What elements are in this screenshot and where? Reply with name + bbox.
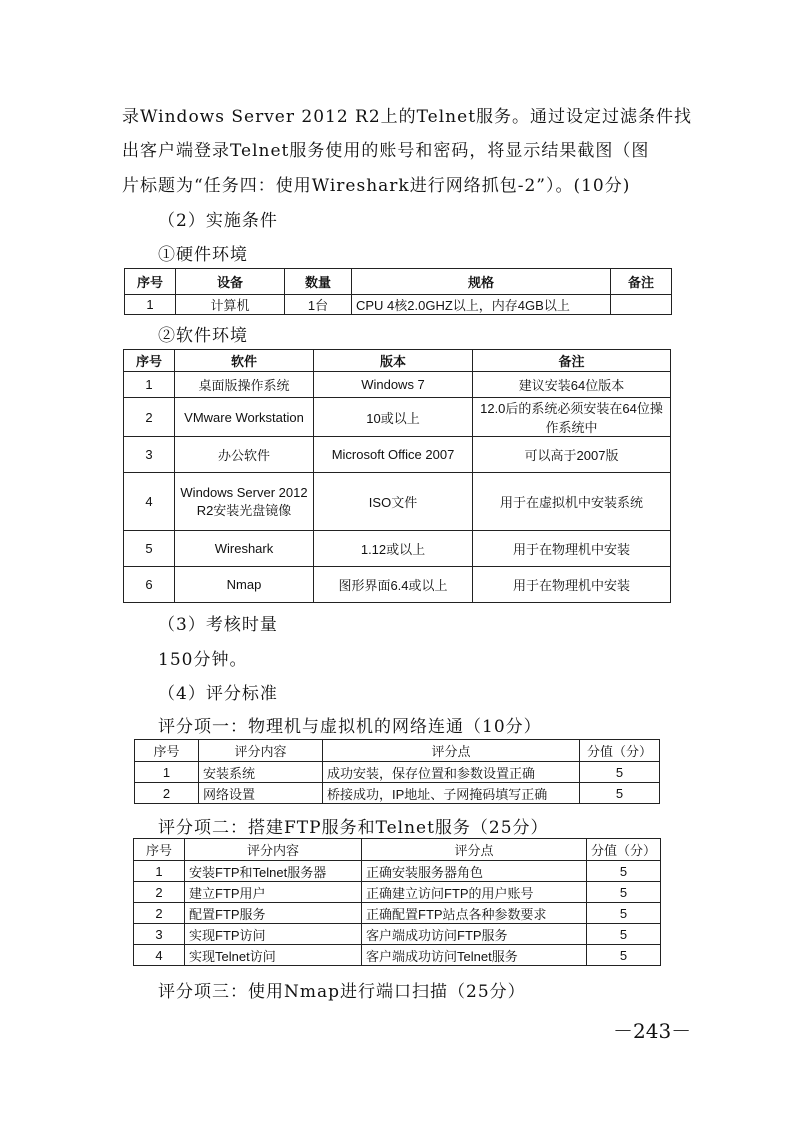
- table-cell: 6: [124, 567, 175, 603]
- table-cell: 3: [134, 924, 185, 945]
- table-cell: 建议安装64位版本: [473, 372, 671, 398]
- table-cell: 实现FTP访问: [185, 924, 362, 945]
- scoring-item-2-title: 评分项二：搭建FTP服务和Telnet服务（25分）: [158, 818, 549, 838]
- table-cell: 可以高于2007版: [473, 437, 671, 473]
- table-cell: 办公软件: [175, 437, 314, 473]
- table-header: 软件: [175, 350, 314, 372]
- table-cell: Windows Server 2012 R2安装光盘镜像: [175, 473, 314, 531]
- table-cell: 5: [580, 783, 660, 804]
- table-cell: Windows 7: [314, 372, 473, 398]
- table-cell: 12.0后的系统必须安装在64位操作系统中: [473, 398, 671, 437]
- table-cell: 2: [134, 903, 185, 924]
- table-cell: ISO文件: [314, 473, 473, 531]
- table-cell: 5: [587, 882, 661, 903]
- scoring-item-3-title: 评分项三：使用Nmap进行端口扫描（25分）: [158, 982, 526, 1002]
- table-header: 评分内容: [185, 839, 362, 861]
- table-cell: 1: [125, 295, 176, 315]
- table-cell: 5: [587, 903, 661, 924]
- table-header: 分值（分）: [587, 839, 661, 861]
- scoring-table-2: [133, 838, 661, 966]
- section-heading-criteria: （4）评分标准: [158, 684, 278, 704]
- table-cell: 5: [124, 531, 175, 567]
- table-cell: 安装系统: [199, 762, 323, 783]
- table-cell: 桌面版操作系统: [175, 372, 314, 398]
- scoring-item-1-title: 评分项一：物理机与虚拟机的网络连通（10分）: [158, 717, 542, 737]
- scoring-table-1: [134, 739, 660, 804]
- table-header: 序号: [124, 350, 175, 372]
- software-title: ②软件环境: [158, 326, 248, 346]
- table-cell: 正确配置FTP站点各种参数要求: [362, 903, 587, 924]
- table-cell: VMware Workstation: [175, 398, 314, 437]
- table-cell: Microsoft Office 2007: [314, 437, 473, 473]
- table-cell: 网络设置: [199, 783, 323, 804]
- table-cell: 1: [135, 762, 199, 783]
- table-header: 评分点: [362, 839, 587, 861]
- paragraph-line-3: 片标题为“任务四：使用Wireshark进行网络抓包-2”）。(10分): [122, 176, 631, 196]
- table-header: 版本: [314, 350, 473, 372]
- page-number: －243－: [613, 1019, 692, 1043]
- hardware-table: [124, 268, 672, 315]
- table-cell: 计算机: [176, 295, 285, 315]
- table-cell: 用于在虚拟机中安装系统: [473, 473, 671, 531]
- table-cell: 4: [124, 473, 175, 531]
- table-cell: 5: [587, 945, 661, 966]
- table-cell: 1.12或以上: [314, 531, 473, 567]
- table-cell: 桥接成功，IP地址、子网掩码填写正确: [323, 783, 580, 804]
- paragraph-line-1: 录Windows Server 2012 R2上的Telnet服务。通过设定过滤条件找: [122, 107, 693, 127]
- table-header: 评分点: [323, 740, 580, 762]
- table-cell: 2: [124, 398, 175, 437]
- table-cell: 用于在物理机中安装: [473, 531, 671, 567]
- table-header: 分值（分）: [580, 740, 660, 762]
- table-cell: 5: [580, 762, 660, 783]
- table-cell: 1台: [285, 295, 352, 315]
- table-cell: Wireshark: [175, 531, 314, 567]
- table-cell: 用于在物理机中安装: [473, 567, 671, 603]
- table-cell: 正确建立访问FTP的用户账号: [362, 882, 587, 903]
- table-cell: 图形界面6.4或以上: [314, 567, 473, 603]
- table-header: 评分内容: [199, 740, 323, 762]
- table-cell: 安装FTP和Telnet服务器: [185, 861, 362, 882]
- table-header: 备注: [611, 269, 672, 295]
- table-cell: 建立FTP用户: [185, 882, 362, 903]
- table-cell: CPU 4核2.0GHZ以上，内存4GB以上: [352, 295, 611, 315]
- table-cell: 1: [124, 372, 175, 398]
- table-header: 数量: [285, 269, 352, 295]
- table-header: 备注: [473, 350, 671, 372]
- table-cell: 4: [134, 945, 185, 966]
- section-heading-conditions: （2）实施条件: [158, 211, 278, 231]
- table-cell: 1: [134, 861, 185, 882]
- table-header: 序号: [125, 269, 176, 295]
- table-cell: 5: [587, 924, 661, 945]
- time-value: 150分钟。: [158, 650, 248, 670]
- table-header: 序号: [134, 839, 185, 861]
- table-cell: 2: [134, 882, 185, 903]
- table-cell: Nmap: [175, 567, 314, 603]
- software-table: [123, 349, 671, 603]
- table-cell: 成功安装，保存位置和参数设置正确: [323, 762, 580, 783]
- table-cell: 2: [135, 783, 199, 804]
- table-header: 序号: [135, 740, 199, 762]
- table-header: 设备: [176, 269, 285, 295]
- table-cell: 客户端成功访问FTP服务: [362, 924, 587, 945]
- table-cell: 3: [124, 437, 175, 473]
- table-header: 规格: [352, 269, 611, 295]
- table-cell: 客户端成功访问Telnet服务: [362, 945, 587, 966]
- table-cell: 配置FTP服务: [185, 903, 362, 924]
- table-cell: 10或以上: [314, 398, 473, 437]
- table-cell: 5: [587, 861, 661, 882]
- paragraph-line-2: 出客户端登录Telnet服务使用的账号和密码，将显示结果截图（图: [122, 141, 650, 161]
- table-cell: 实现Telnet访问: [185, 945, 362, 966]
- section-heading-time: （3）考核时量: [158, 615, 278, 635]
- hardware-title: ①硬件环境: [158, 245, 248, 265]
- table-cell: [611, 295, 672, 315]
- table-cell: 正确安装服务器角色: [362, 861, 587, 882]
